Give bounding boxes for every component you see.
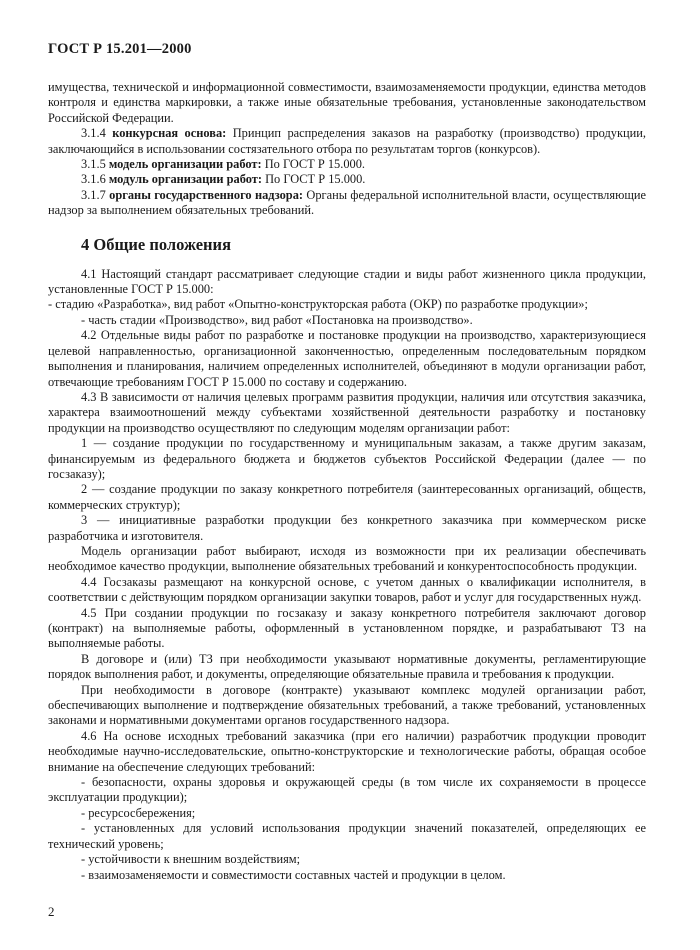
definition-text: Принцип распределения заказов на разработку (производство) продукции, заключающийся в использовании состязательного отбора по результатам торгов (конкурсов).: [48, 126, 646, 156]
definition-number: 3.1.7: [81, 187, 110, 202]
page-number: 2: [48, 904, 55, 919]
paragraph: 4.1 Настоящий стандарт рассматривает следующие стадии и виды работ жизненного цикла продукции, установленные ГОСТ Р 15.000:: [48, 266, 646, 297]
definition-text: По ГОСТ Р 15.000.: [262, 172, 366, 187]
definition-term: конкурсная основа:: [112, 126, 227, 141]
paragraph: В договоре и (или) ТЗ при необходимости указывают нормативные документы, регламентирующие порядок выполнения работ, и документы, определяющие обязательные правила и требования к продукции.: [48, 651, 646, 682]
paragraph: При необходимости в договоре (контракте) указывают комплекс модулей организации работ, обеспечивающих выполнение и подтверждение обязательных требований, а также требований, установленных законами и нормативными документами органов государственного надзора.: [48, 682, 646, 728]
list-item: - взаимозаменяемости и совместимости составных частей и продукции в целом.: [81, 867, 506, 882]
list-item: - установленных для условий использования продукции значений показателей, определяющих ее технический уровень;: [48, 821, 646, 851]
paragraph: 4.5 При создании продукции по госзаказу и заказу конкретного потребителя заключают договор (контракт) на выполняемые работы, оформленный в установленном порядке, и разрабатывают ТЗ на выполняемые работы.: [48, 605, 646, 651]
paragraph: 4.3 В зависимости от наличия целевых программ развития продукции, наличия или отсутствия заказчика, характера взаимоотношений между субъектами хозяйственной деятельности разработку и постановку продукции на производство осуществляют по следующим моделям организации работ:: [48, 389, 646, 435]
definition-number: 3.1.6: [81, 172, 109, 187]
list-item: 2 — создание продукции по заказу конкретного потребителя (заинтересованных организаций, обществ, коммерческих структур);: [48, 482, 646, 512]
paragraph: 4.4 Госзаказы размещают на конкурсной основе, с учетом данных о квалификации исполнителя, в соответствии с действующим порядком организации закупки товаров, работ и услуг для государственных нужд.: [48, 574, 646, 605]
definition-3-1-7: [48, 188, 646, 219]
paragraph: 4.6 На основе исходных требований заказчика (при его наличии) разработчик продукции проводит необходимые научно-исследовательские, опытно-конструкторские и технологические работы, обращая особое внимание на обеспечение следующих требований:: [48, 728, 646, 774]
definition-number: 3.1.5: [81, 157, 109, 172]
definition-term: модель организации работ:: [108, 157, 262, 172]
list-item: - ресурсосбережения;: [81, 805, 196, 820]
list-item: 1 — создание продукции по государственному и муниципальным заказам, а также другим заказам, финансируемым из федерального бюджета и бюджетов субъектов Российской Федерации (далее — по госзаказу);: [48, 436, 646, 481]
definition-3-1-4: [48, 126, 646, 157]
list-item: 3 — инициативные разработки продукции без конкретного заказчика при коммерческом риске разработчика и изготовителя.: [48, 513, 646, 543]
page-body: [48, 80, 646, 883]
paragraph: Модель организации работ выбирают, исходя из возможности при их реализации обеспечивать необходимое качество продукции, выполнение обязательных требований и конкурентоспособность продукции.: [48, 543, 646, 574]
list-item: - устойчивости к внешним воздействиям;: [81, 852, 301, 867]
paragraph: 4.2 Отдельные виды работ по разработке и постановке продукции на производство, характеризующиеся целевой направленностью, организационной законченностью, определенным последовательным порядком выполнения и планирования, наличием определенных исполнителей, объединяют в модули организации работ, отвечающие требованиям ГОСТ Р 15.000 по составу и содержанию.: [48, 328, 646, 389]
definition-term: органы государственного надзора:: [109, 187, 304, 202]
list-item: - стадию «Разработка», вид работ «Опытно-конструкторская работа (ОКР) по разработке продукции»;: [48, 297, 588, 312]
definition-3-1-5: [48, 157, 646, 172]
definition-text: Органы федеральной исполнительной власти, осуществляющие надзор за выполнением обязательных требований.: [48, 187, 646, 218]
page-header: ГОСТ Р 15.201—2000: [48, 41, 192, 57]
list-item: - безопасности, охраны здоровья и окружающей среды (в том числе их сохраняемости в процессе эксплуатации продукции);: [48, 775, 646, 805]
continued-paragraph: имущества, технической и информационной совместимости, взаимозаменяемости продукции, единства методов контроля и единства маркировки, а также иные обязательные требования, установленные законодательством Российской Федерации.: [48, 80, 646, 125]
definition-number: 3.1.4: [81, 126, 113, 141]
definition-3-1-6: [48, 172, 646, 187]
definition-text: По ГОСТ Р 15.000.: [261, 157, 366, 172]
definition-term: модуль организации работ:: [108, 172, 262, 187]
section-title: 4 Общие положения: [81, 234, 231, 254]
list-item: - часть стадии «Производство», вид работ «Постановка на производство».: [81, 312, 473, 327]
